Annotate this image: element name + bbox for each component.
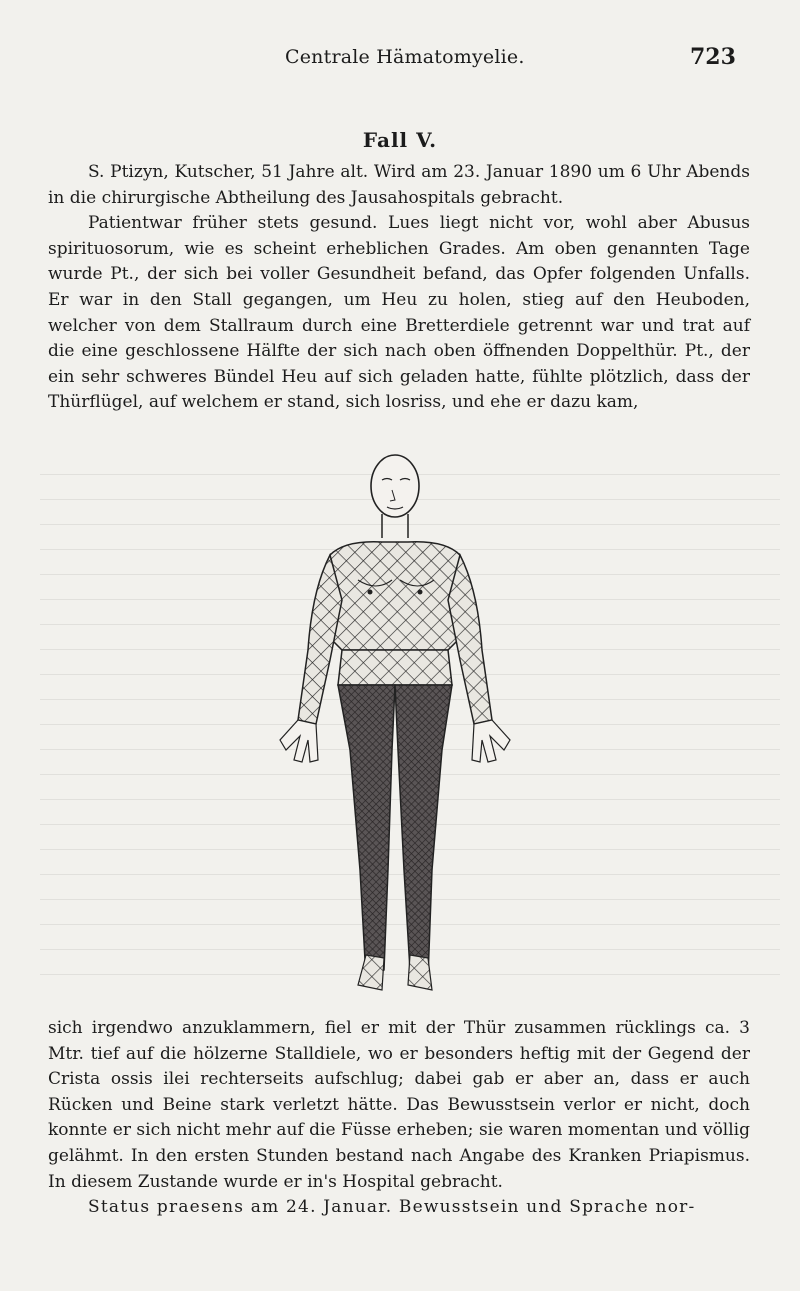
text-block-bottom: [48, 1016, 750, 1221]
paragraph-accident: sich irgendwo anzuklammern, fiel er mit der Thür zusammen rücklings ca. 3 Mtr. tief auf die hölzerne Stalldiele, wo er besonders heftig mit der Gegend der Crista ossis ilei rechterseits aufschlug; dabei gab er aber an, dass er auch Rücken und Beine stark verletzt hätte. Das Bewusstsein verlor er nicht, doch konnte er sich nicht mehr auf die Füsse erheben; sie waren momentan und völlig gelähmt. In den ersten Stunden bestand nach Angabe des Kranken Priapismus. In diesem Zustande wurde er in's Hospital gebracht.: [48, 1018, 750, 1192]
paragraph-intro: S. Ptizyn, Kutscher, 51 Jahre alt. Wird am 23. Januar 1890 um 6 Uhr Abends in die chirurgische Abtheilung des Jausahospitals gebracht.: [48, 162, 750, 208]
text-block-top: [48, 160, 750, 416]
paragraph-history: Patientwar früher stets gesund. Lues liegt nicht vor, wohl aber Abusus spirituosorum, wie es scheint erheblichen Grades. Am oben genannten Tage wurde Pt., der sich bei voller Gesundheit befand, das Opfer folgenden Unfalls. Er war in den Stall gegangen, um Heu zu holen, stieg auf den Heuboden, welcher von dem Stallraum durch eine Bretterdiele getrennt war und trat auf die eine geschlossene Hälfte der sich nach oben öffnenden Doppelthür. Pt., der ein sehr schweres Bündel Heu auf sich geladen hatte, fühlte plötzlich, dass der Thürflügel, auf welchem er stand, sich losriss, und ehe er dazu kam,: [48, 213, 750, 413]
paragraph-status: Status praesens am 24. Januar. Bewusstsein und Sprache nor-: [88, 1197, 696, 1218]
running-title: Centrale Hämatomyelie.: [285, 46, 525, 68]
anatomical-body-illustration: [270, 450, 535, 1000]
body-diagram-figure: [270, 450, 535, 1000]
page-number: 723: [690, 44, 736, 70]
running-head: [0, 46, 800, 76]
case-heading: Fall V.: [362, 128, 438, 152]
